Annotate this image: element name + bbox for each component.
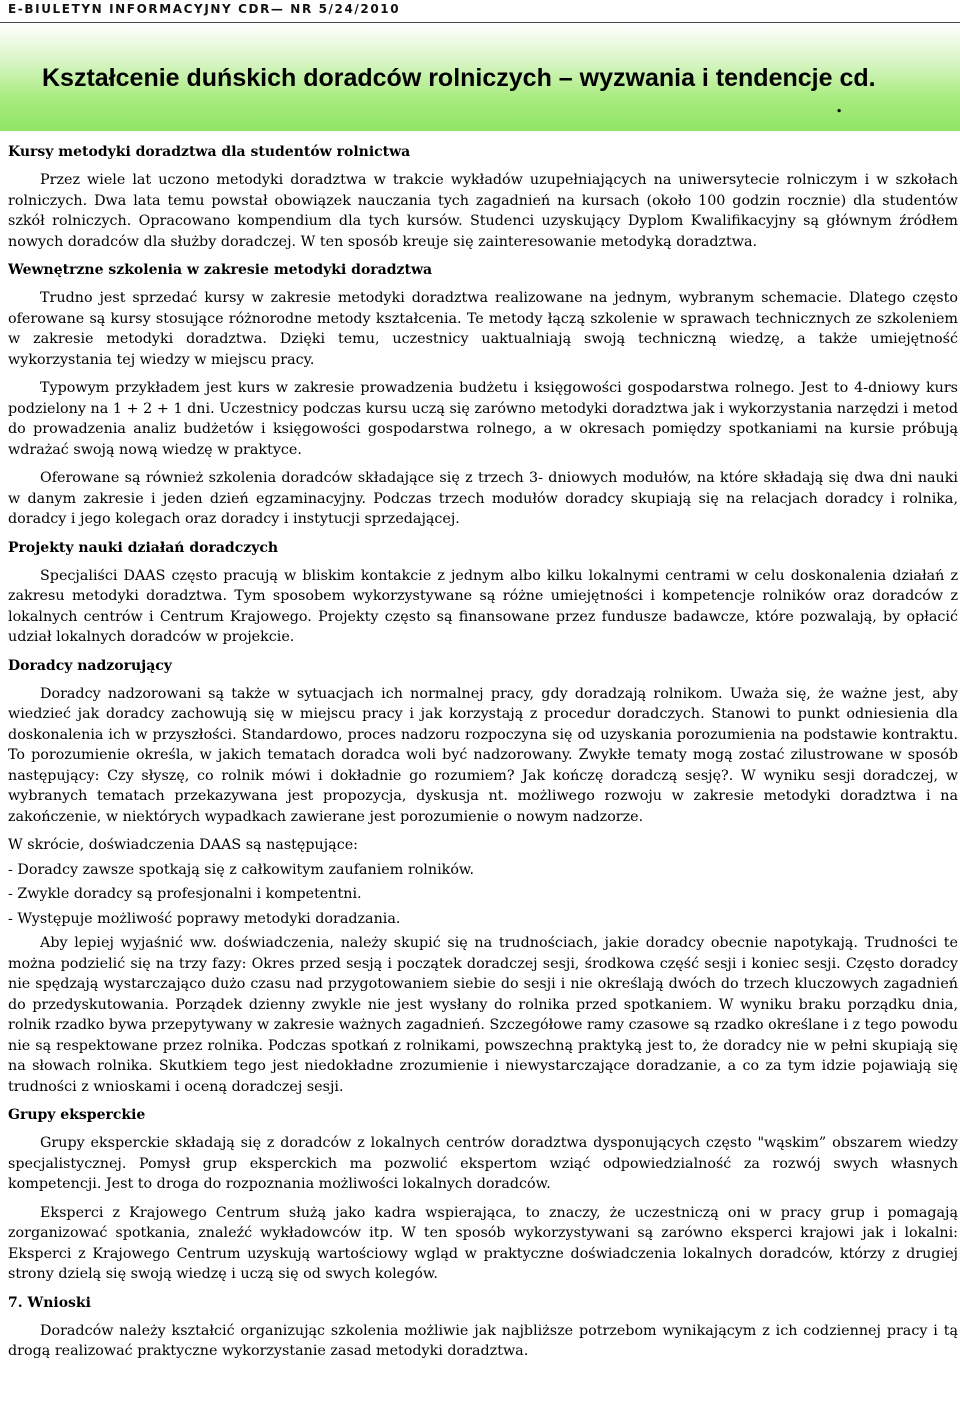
masthead: E-BIULETYN INFORMACYJNY CDR— NR 5/24/2010 [8, 2, 401, 16]
paragraph: Specjaliści DAAS często pracują w bliskim kontakcie z jednym albo kilku lokalnymi centrami w celu doskonalenia działań z zakresu metodyki doradztwa. Tym sposobem wykorzystywane są różne umiejętności i kompetencje rolników oraz doradców z lokalnych centrów i Centrum Krajowego. Projekty często są finansowane przez fundusze badawcze, które pozwalają, by opłacić udział lokalnych doradców w projekcie. [8, 567, 958, 645]
section-heading: Doradcy nadzorujący [8, 657, 172, 674]
paragraph: Trudno jest sprzedać kursy w zakresie metodyki doradztwa realizowane na jednym, wybranym schemacie. Dlatego często oferowane są kursy stosujące różnorodne metody kształcenia. Te metody łączą szkolenie w sprawach technicznych ze szkoleniem w zakresie metodyki doradztwa. Dzięki temu, uczestnicy uaktualniają swoją techniczną wiedzę, a także umiejętność wykorzystania tej wiedzy w miejscu pracy. [8, 290, 958, 368]
paragraph: Doradcy nadzorowani są także w sytuacjach ich normalnej pracy, gdy doradzają rolnikom. Uważa się, że ważne jest, aby wiedzieć jak doradcy zachowują się w miejscu pracy i jak korzystają z procedur doradczych. Stanowi to punkt odniesienia dla doskonalenia ich w przyszłości. Standardowo, proces nadzoru rozpoczyna się od uzyskania porozumienia na podstawie kontraktu. To porozumienie określa, w jakich tematach doradca woli być nadzorowany. Zwykłe tematy mogą zostać zilustrowane w sposób następujący: Czy słyszę, co rolnik mówi i dokładnie go rozumiem? Jak kończę doradczą sesję?. W wyniku sesji doradczej, w wybranych tematach przekazywana jest propozycja, dyskusja nt. możliwego rozwoju w zakresie metodyki doradztwa i na zakończenie, w niektórych wypadkach zawierane jest porozumienie o nowym nadzorze. [8, 685, 958, 825]
section-heading: Wewnętrzne szkolenia w zakresie metodyki doradztwa [8, 262, 433, 278]
paragraph: Przez wiele lat uczono metodyki doradztwa w trakcie wykładów uzupełniających na uniwersytecie rolniczym i w szkołach rolniczych. Dwa lata temu powstał obowiązek nauczania tych zagadnień na kursach (około 100 godzin rocznie) dla studentów szkół rolniczych. Opracowano kompendium dla tych kursów. Studenci uzyskujący Dyplom Kwalifikacyjny są głównym źródłem nowych doradców dla służby doradczej. W ten sposób kreuje się zainteresowanie metodyką doradztwa. [8, 172, 958, 250]
paragraph: Grupy eksperckie składają się z doradców z lokalnych centrów doradztwa dysponujących często "wąskim” obszarem wiedzy specjalistycznej. Pomysł grup eksperckich ma pozwolić ekspertom wziąć odpowiedzialność za rozwój swych własnych kompetencji. Jest to droga do rozpoznania możliwości lokalnych doradców. [8, 1135, 958, 1192]
list-item: - Zwykle doradcy są profesjonalni i kompetentni. [8, 886, 362, 902]
page-title: Kształcenie duńskich doradców rolniczych – wyzwania i tendencje cd. [42, 64, 876, 92]
paragraph: Oferowane są również szkolenia doradców składające się z trzech 3- dniowych modułów, na które składają się dwa dni nauki w danym zakresie i jeden dzień egzaminacyjny. Podczas trzech modułów doradcy skupiają się na relacjach doradcy i rolnika, doradcy i jego kolegach oraz doradcy i instytucji sprzedającej. [8, 470, 958, 527]
paragraph: Aby lepiej wyjaśnić ww. doświadczenia, należy skupić się na trudnościach, jakie doradcy obecnie napotykają. Trudności te można podzielić się na trzy fazy: Okres przed sesją i początek doradczej sesji, środkowa część sesji i koniec sesji. Często doradcy nie spędzają wystarczająco dużo czasu nad przygotowaniem siebie do sesji i nie określają dwóch do trzech kluczowych zagadnień do przedyskutowania. Porządek dzienny zwykle nie jest wysłany do rolnika przed spotkaniem. W wyniku braku porządku dnia, rolnik rzadko bywa przepytywany w zakresie ważnych zagadnień. Szczegółowe ramy czasowe są rzadko określane i z tego powodu nie są respektowane przez rolnika. Podczas spotkań z rolnikami, powszechną praktyką jest to, że doradcy nie w pełni skupiają się na słowach rolnika. Skutkiem tego jest niedokładne zrozumienie i niewystarczające doradzanie, a co za tym idzie pojawiają się trudności z wnioskami i oceną doradczej sesji. [8, 935, 958, 1095]
section-heading: Projekty nauki działań doradczych [8, 539, 279, 556]
section-heading: Kursy metodyki doradztwa dla studentów rolnictwa [8, 144, 411, 160]
paragraph: Doradców należy kształcić organizując szkolenia możliwie jak najbliższe potrzebom wynikającym z ich codziennej pracy i tą drogą realizować praktyczne wykorzystanie zasad metodyki doradztwa. [8, 1322, 958, 1359]
section-heading: Grupy eksperckie [8, 1107, 146, 1123]
paragraph: Typowym przykładem jest kurs w zakresie prowadzenia budżetu i księgowości gospodarstwa rolnego. Jest to 4-dniowy kurs podzielony na 1 + 2 + 1 dni. Uczestnicy podczas kursu uczą się zarówno metodyki doradztwa jak i wykorzystania narzędzi i metod do prowadzenia analiz budżetów i księgowości gospodarstwa rolnego, a w okresach pomiędzy spotkaniami na kursie próbują wdrażać swoją nową wiedzę w praktyce. [8, 380, 958, 458]
paragraph: Eksperci z Krajowego Centrum służą jako kadra wspierająca, to znaczy, że uczestniczą oni w pracy grup i pomagają zorganizować spotkania, znaleźć wykładowców itp. W ten sposób wykorzystywani są zarówno eksperci krajowi jak i lokalni: Eksperci z Krajowego Centrum uzyskują wartościowy wgląd w praktyczne doświadczenia lokalnych doradców, którzy z drugiej strony dzielą się swoją wiedzę i uczą się od swych kolegów. [8, 1204, 958, 1282]
article-body [8, 136, 958, 1370]
list-item: - Doradcy zawsze spotkają się z całkowitym zaufaniem rolników. [8, 861, 475, 878]
list-intro: W skrócie, doświadczenia DAAS są następujące: [8, 837, 358, 853]
title-dot: . [836, 96, 843, 117]
list-item: - Występuje możliwość poprawy metodyki doradzania. [8, 910, 401, 927]
section-heading: 7. Wnioski [8, 1294, 91, 1311]
